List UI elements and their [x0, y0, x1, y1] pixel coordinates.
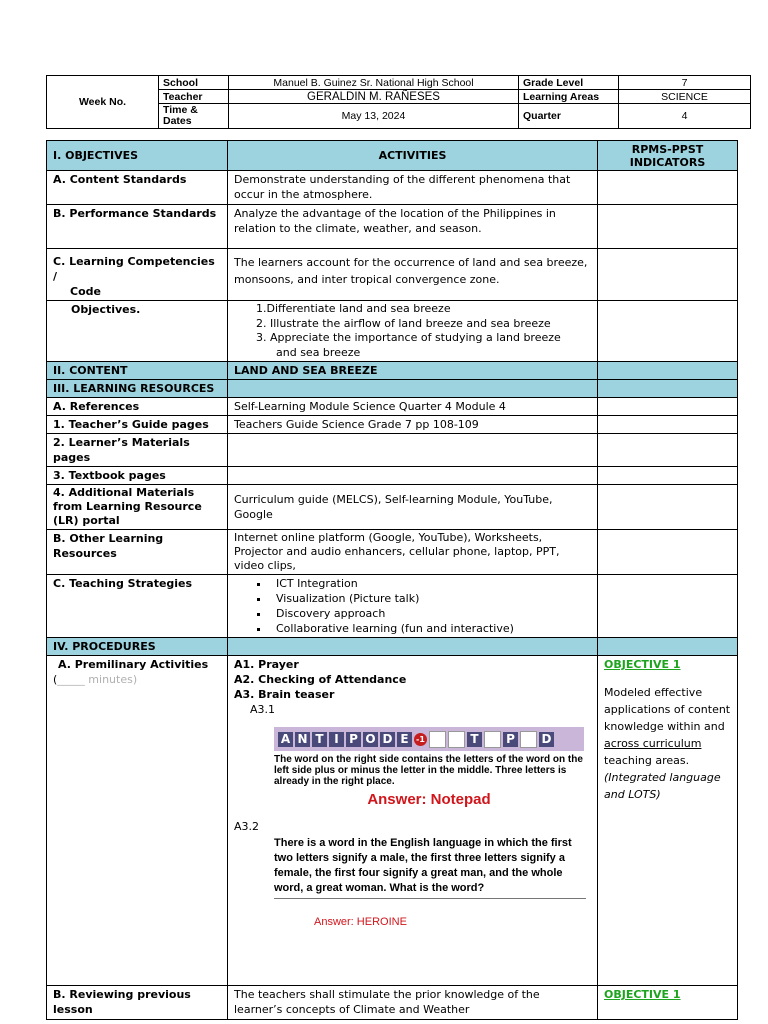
time-dates-label	[159, 104, 229, 129]
content-section-label: II. CONTENT	[47, 362, 228, 380]
objectives-label: Objectives.	[47, 301, 228, 362]
indicator-cell	[598, 416, 738, 434]
competencies-label-1: C. Learning Competencies /	[53, 255, 215, 283]
time-label: Time &	[163, 104, 198, 116]
indicator-cell	[598, 398, 738, 416]
indicator-text-italic: (Integrated language and LOTS)	[604, 771, 721, 801]
strategy-item: ▪ Discovery approach	[270, 606, 591, 621]
teaching-strategies-list	[228, 575, 598, 638]
teacher-value: GERALDIN M. RAÑESES	[229, 90, 519, 104]
puzzle-blank-tile	[429, 731, 446, 748]
quarter-value: 4	[619, 104, 751, 129]
learners-materials-label: 2. Learner’s Materials pages	[47, 434, 228, 467]
indicator-cell	[598, 986, 738, 1020]
puzzle-tile: N	[295, 732, 310, 747]
teachers-guide-value: Teachers Guide Science Grade 7 pp 108-109	[228, 416, 598, 434]
indicator-cell	[598, 467, 738, 485]
references-value: Self-Learning Module Science Quarter 4 Module 4	[228, 398, 598, 416]
indicator-text-underlined: across curriculum	[604, 737, 702, 750]
indicator-cell	[598, 530, 738, 575]
week-label: Week No.	[47, 76, 159, 129]
puzzle-tile: P	[346, 732, 361, 747]
strategy-item: ▪ Visualization (Picture talk)	[270, 591, 591, 606]
additional-materials-value: Curriculum guide (MELCS), Self-learning Module, YouTube, Google	[228, 485, 598, 530]
objective-3-cont: and sea breeze	[276, 345, 361, 359]
dates-label: Dates	[163, 115, 192, 127]
area-label: Learning Areas	[519, 90, 619, 104]
indicator-text-b: teaching areas.	[604, 754, 690, 767]
a3-brain-teaser: A3. Brain teaser	[234, 688, 335, 701]
teachers-guide-label: 1. Teacher’s Guide pages	[47, 416, 228, 434]
content-section-value: LAND AND SEA BREEZE	[228, 362, 598, 380]
grade-value: 7	[619, 76, 751, 90]
school-value: Manuel B. Guinez Sr. National High School	[229, 76, 519, 90]
minutes-blank: _____	[57, 673, 85, 686]
area-value: SCIENCE	[619, 90, 751, 104]
indicator-cell	[598, 301, 738, 362]
puzzle-blank-tile	[448, 731, 465, 748]
learners-materials-value	[228, 434, 598, 467]
content-standards-text: Demonstrate understanding of the different phenomena that occur in the atmosphere.	[228, 171, 598, 205]
strategy-item: ▪ ICT Integration	[270, 576, 591, 591]
puzzle-tile: T	[467, 732, 482, 747]
indicator-cell	[598, 171, 738, 205]
indicator-cell	[598, 249, 738, 301]
puzzle-blank-tile	[520, 731, 537, 748]
reviewing-lesson-label: B. Reviewing previous lesson	[47, 986, 228, 1020]
minutes-open: (	[53, 673, 58, 686]
additional-materials-label: 4. Additional Materials from Learning Resource (LR) portal	[47, 485, 228, 530]
strategy-item: ▪ Collaborative learning (fun and interactive)	[270, 621, 591, 636]
preliminary-minutes	[53, 672, 221, 687]
other-resources-label: B. Other Learning Resources	[47, 530, 228, 575]
textbook-value	[228, 467, 598, 485]
indicator-cell	[598, 434, 738, 467]
col-activities-head: ACTIVITIES	[228, 141, 598, 171]
date-value: May 13, 2024	[229, 104, 519, 129]
preliminary-activities-content	[228, 656, 598, 986]
col-indicators-head	[598, 141, 738, 171]
puzzle-answer: Answer: Notepad	[367, 791, 491, 808]
puzzle-tile: D	[539, 732, 554, 747]
a2-attendance: A2. Checking of Attendance	[234, 673, 407, 686]
indicator-cell	[598, 638, 738, 656]
puzzle-tile: P	[503, 732, 518, 747]
indicators-head-line1: RPMS-PPST	[631, 142, 704, 156]
resources-section-blank	[228, 380, 598, 398]
puzzle-tiles	[274, 727, 584, 751]
performance-standards-label: B. Performance Standards	[47, 205, 228, 249]
content-standards-label: A. Content Standards	[47, 171, 228, 205]
procedures-section-blank	[228, 638, 598, 656]
textbook-label: 3. Textbook pages	[47, 467, 228, 485]
preliminary-activities-label: A. Premilinary Activities	[58, 658, 209, 671]
col-objectives-head: I. OBJECTIVES	[47, 141, 228, 171]
puzzle-tile: A	[278, 732, 293, 747]
competencies-text: The learners account for the occurrence of land and sea breeze, monsoons, and inter tropical convergence zone.	[228, 249, 598, 301]
riddle-answer: Answer: HEROINE	[314, 916, 407, 928]
objectives-list	[228, 301, 598, 362]
resources-section-label: III. LEARNING RESOURCES	[47, 380, 228, 398]
competencies-label-2: Code	[70, 285, 101, 298]
indicator-cell	[598, 205, 738, 249]
puzzle-tile: D	[380, 732, 395, 747]
puzzle-blank-tile	[484, 731, 501, 748]
performance-standards-text: Analyze the advantage of the location of the Philippines in relation to the climate, weather, and season.	[228, 205, 598, 249]
school-label: School	[159, 76, 229, 90]
indicator-objective-1-review: OBJECTIVE 1	[604, 988, 681, 1001]
riddle-text: There is a word in the English language in which the first two letters signify a male, the first three letters signify a female, the first four signify a great man, and the whole word, a great woman. What is the word?	[274, 836, 586, 899]
indicator-cell	[598, 575, 738, 638]
header-table	[46, 75, 751, 129]
indicator-text	[604, 684, 731, 803]
indicator-text-a: Modeled effective applications of content knowledge within and	[604, 686, 731, 733]
antipode-puzzle-image	[274, 727, 584, 807]
indicator-cell-objective-1	[598, 656, 738, 986]
objective-3: 3. Appreciate the importance of studying a land breeze	[256, 331, 561, 344]
minutes-close: minutes)	[84, 673, 138, 686]
references-label: A. References	[47, 398, 228, 416]
competencies-label	[47, 249, 228, 301]
puzzle-tile: T	[312, 732, 327, 747]
lesson-plan-table	[46, 140, 738, 1020]
quarter-label: Quarter	[519, 104, 619, 129]
grade-label: Grade Level	[519, 76, 619, 90]
indicator-cell	[598, 362, 738, 380]
puzzle-tile: I	[329, 732, 344, 747]
other-resources-value: Internet online platform (Google, YouTube), Worksheets, Projector and audio enhancers, cellular phone, laptop, PPT, video clips,	[228, 530, 598, 575]
teacher-label: Teacher	[159, 90, 229, 104]
puzzle-operator-badge: -1	[414, 733, 427, 746]
preliminary-activities-cell	[47, 656, 228, 986]
puzzle-tile: O	[363, 732, 378, 747]
objective-2: 2. Illustrate the airflow of land breeze and sea breeze	[256, 316, 551, 330]
puzzle-tile: E	[397, 732, 412, 747]
puzzle-instructions: The word on the right side contains the letters of the word on the left side plus or minus the letter in the middle. Three letters is already in the right place.	[274, 754, 583, 787]
a1-prayer: A1. Prayer	[234, 658, 299, 671]
procedures-section-label: IV. PROCEDURES	[47, 638, 228, 656]
indicator-cell	[598, 380, 738, 398]
a31-label: A3.1	[250, 703, 276, 716]
reviewing-lesson-text: The teachers shall stimulate the prior knowledge of the learner’s concepts of Climate and Weather	[228, 986, 598, 1020]
a32-label: A3.2	[234, 820, 260, 833]
indicators-head-line2: INDICATORS	[629, 155, 706, 169]
indicator-objective-1: OBJECTIVE 1	[604, 658, 681, 671]
indicator-cell	[598, 485, 738, 530]
teaching-strategies-label: C. Teaching Strategies	[47, 575, 228, 638]
objective-1: 1.Differentiate land and sea breeze	[256, 302, 451, 315]
